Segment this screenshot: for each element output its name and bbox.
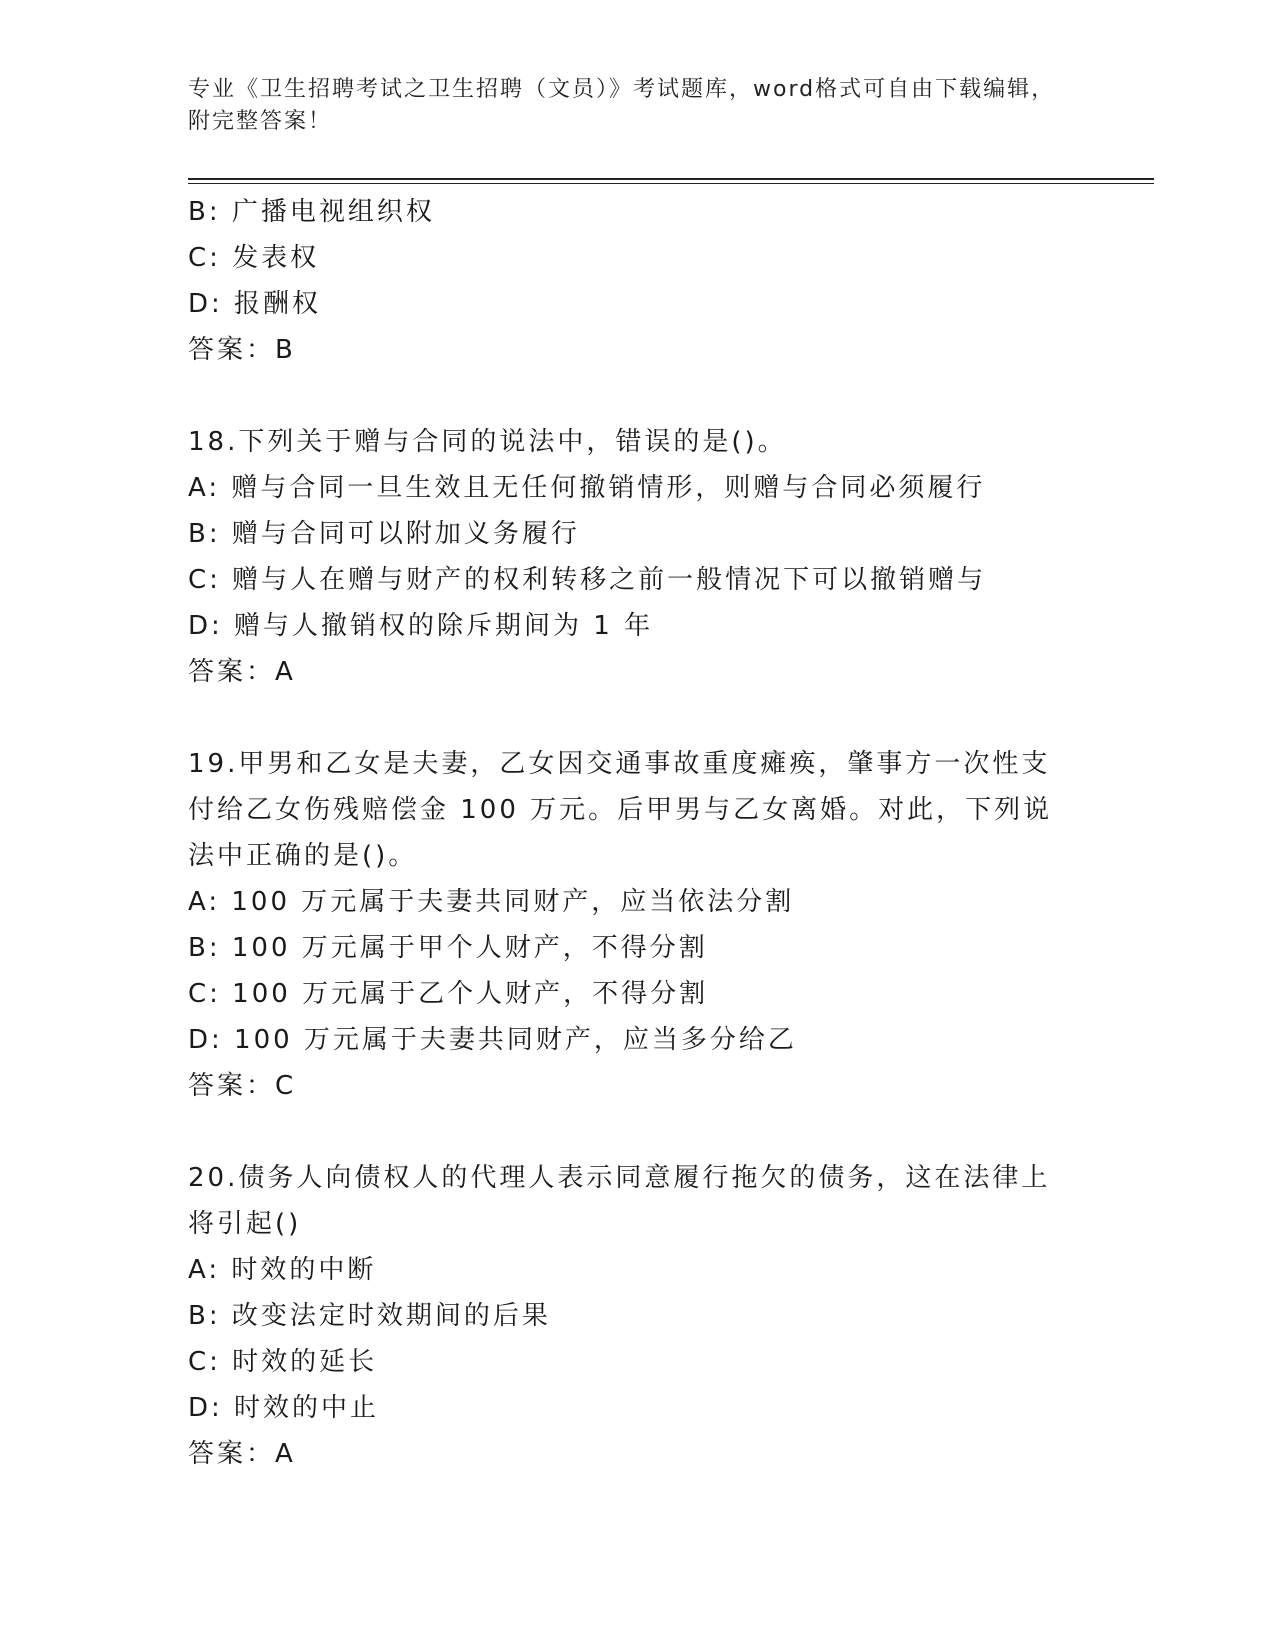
question-block-19	[188, 741, 1108, 1109]
question-text: 18.下列关于赠与合同的说法中，错误的是()。	[188, 427, 787, 457]
document-body	[188, 189, 1108, 1477]
option-a: A: 时效的中断	[188, 1255, 377, 1285]
question-text: 20.债务人向债权人的代理人表示同意履行拖欠的债务，这在法律上将引起()	[188, 1163, 1051, 1239]
option-d: D: 报酬权	[188, 289, 322, 319]
option-c: C: 发表权	[188, 243, 320, 273]
question-block-17-tail	[188, 189, 1108, 373]
answer-line: 答案：A	[188, 657, 296, 687]
answer-line: 答案：B	[188, 335, 296, 365]
question-block-20	[188, 1155, 1108, 1477]
question-block-18	[188, 419, 1108, 695]
option-a: A: 100 万元属于夫妻共同财产，应当依法分割	[188, 887, 795, 917]
option-a: A: 赠与合同一旦生效且无任何撤销情形，则赠与合同必须履行	[188, 473, 986, 503]
header-divider-thin	[188, 183, 1154, 184]
option-d: D: 赠与人撤销权的除斥期间为 1 年	[188, 611, 654, 641]
option-c: C: 赠与人在赠与财产的权利转移之前一般情况下可以撤销赠与	[188, 565, 987, 595]
option-c: C: 100 万元属于乙个人财产，不得分割	[188, 979, 709, 1009]
answer-line: 答案：A	[188, 1439, 296, 1469]
header-text: 专业《卫生招聘考试之卫生招聘（文员）》考试题库，word格式可自由下载编辑，附完整答案！	[188, 77, 1056, 134]
option-b: B: 改变法定时效期间的后果	[188, 1301, 551, 1331]
option-b: B: 广播电视组织权	[188, 197, 435, 227]
option-b: B: 赠与合同可以附加义务履行	[188, 519, 580, 549]
option-c: C: 时效的延长	[188, 1347, 378, 1377]
option-d: D: 时效的中止	[188, 1393, 380, 1423]
answer-line: 答案：C	[188, 1071, 297, 1101]
question-text: 19.甲男和乙女是夫妻，乙女因交通事故重度瘫痪，肇事方一次性支付给乙女伤残赔偿金 100 万元。后甲男与乙女离婚。对此，下列说法中正确的是()。	[188, 749, 1053, 871]
option-d: D: 100 万元属于夫妻共同财产，应当多分给乙	[188, 1025, 797, 1055]
option-b: B: 100 万元属于甲个人财产，不得分割	[188, 933, 708, 963]
header-divider-thick	[188, 178, 1154, 180]
document-header	[188, 74, 1068, 138]
